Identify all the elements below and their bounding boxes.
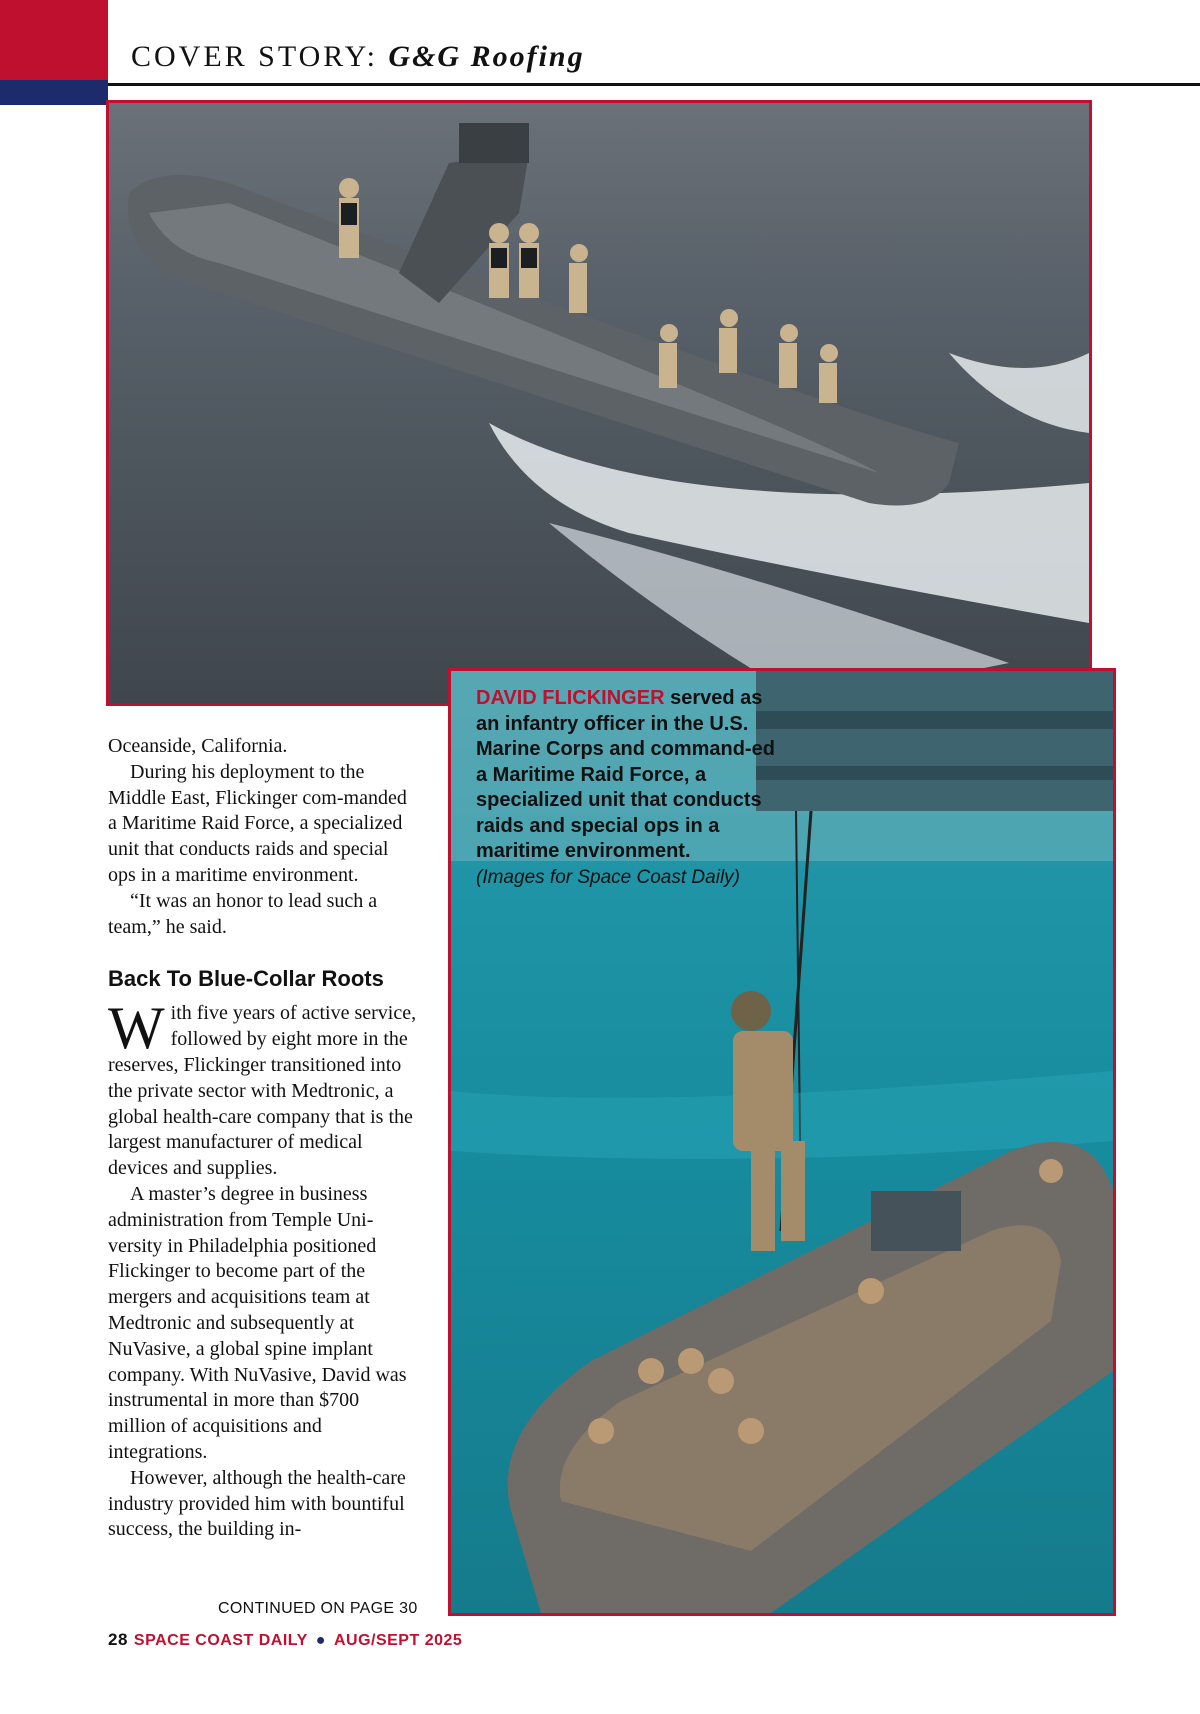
article-paragraph: Oceanside, California. bbox=[108, 735, 288, 757]
drop-cap: W bbox=[108, 995, 165, 1062]
article-paragraph: However, although the health-care industry provided him with bountiful success, the building in- bbox=[108, 1466, 406, 1541]
publication-name: SPACE COAST DAILY bbox=[133, 1632, 308, 1649]
article-paragraph-with-dropcap bbox=[108, 995, 420, 1182]
article-paragraph-text: ith five years of active service, followed by eight more in the reserves, Flickinger transitioned into the private sector with Medtronic, a global health-care company that is the largest manufacturer of medical devices and supplies. bbox=[108, 1002, 417, 1180]
story-title: G&G Roofing bbox=[388, 40, 585, 73]
section-label: COVER STORY: bbox=[131, 40, 378, 73]
caption-text: served as an infantry officer in the U.S. Marine Corps and command-ed a Maritime Raid Force, a specialized unit that conducts raids and special ops in a maritime environment. bbox=[476, 687, 775, 862]
article-column bbox=[108, 734, 420, 1543]
section-header bbox=[131, 40, 585, 74]
page-footer bbox=[108, 1630, 462, 1650]
bullet-icon: ● bbox=[315, 1632, 326, 1649]
article-paragraph: During his deployment to the Middle East, Flickinger com-manded a Maritime Raid Force, a specialized unit that conducts raids and special ops in a maritime environment. bbox=[108, 760, 407, 886]
caption-credit: (Images for Space Coast Daily) bbox=[476, 866, 740, 888]
header-accent-red-block bbox=[0, 0, 108, 80]
header-accent-blue-block bbox=[0, 80, 108, 105]
issue-date: AUG/SEPT 2025 bbox=[333, 1632, 463, 1649]
page-number: 28 bbox=[108, 1630, 128, 1649]
photo-caption bbox=[476, 686, 776, 890]
article-paragraph: A master’s degree in business administration from Temple Uni-versity in Philadelphia positioned Flickinger to become part of the mergers and acquisitions team at Medtronic and subsequently at NuVasive, a global spine implant company. With NuVasive, David was instrumental in more than $700 million of acquisitions and integrations. bbox=[108, 1182, 407, 1463]
top-photo-illustration bbox=[109, 103, 1089, 703]
top-photo-boat bbox=[106, 100, 1092, 706]
section-heading: Back To Blue-Collar Roots bbox=[108, 966, 384, 992]
article-paragraph: “It was an honor to lead such a team,” he said. bbox=[108, 889, 378, 938]
header-rule bbox=[108, 83, 1200, 86]
caption-name: DAVID FLICKINGER bbox=[476, 687, 665, 709]
continued-link[interactable]: CONTINUED ON PAGE 30 bbox=[218, 1600, 418, 1617]
